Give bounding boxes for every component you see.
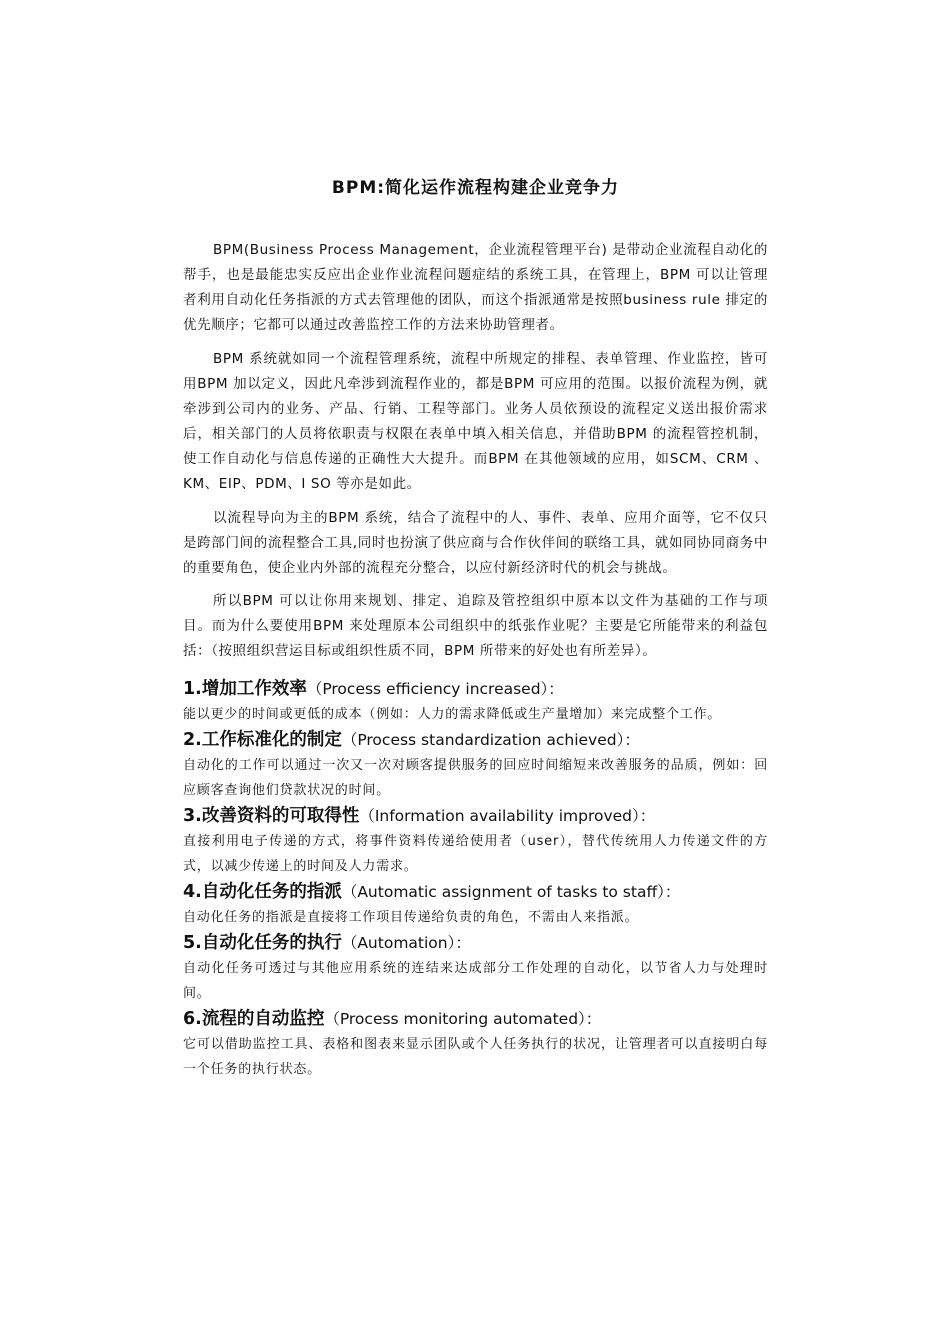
benefits-list [183,676,768,1082]
benefit-heading [183,1006,768,1032]
benefit-number: 1. [183,679,202,699]
process-oriented-paragraph: 以流程导向为主的BPM 系统，结合了流程中的人、事件、表单、应用介面等，它不仅只是跨部门间的流程整合工具,同时也扮演了供应商与合作伙伴间的联络工具，就如同协同商务中的重要角色，使企业内外部的流程充分整合，以应付新经济时代的机会与挑战。 [183,510,768,576]
benefit-english: （Automation）： [341,934,471,952]
system-paragraph: BPM 系统就如同一个流程管理系统，流程中所规定的排程、表单管理、作业监控，皆可用BPM 加以定义，因此凡牵涉到流程作业的，都是BPM 可应用的范围。以报价流程为例，就牵涉到公司内的业务、产品、行销、工程等部门。业务人员依预设的流程定义送出报价需求后，相关部门的人员将依职责与权限在表单中填入相关信息，并借助BPM 的流程管控机制，使工作自动化与信息传递的正确性大大提升。而BPM 在其他领域的应用，如SCM、CRM 、KM、EIP、PDM、I SO 等亦是如此。 [183,351,768,492]
benefit-number: 6. [183,1009,202,1029]
benefit-item [183,1006,768,1082]
benefits-intro-paragraph: 所以BPM 可以让你用来规划、排定、追踪及管控组织中原本以文件为基础的工作与项目。而为什么要使用BPM 来处理原本公司组织中的纸张作业呢？主要是它所能带来的利益包括：（按照组织营运目标或组织性质不同，BPM 所带来的好处也有所差异）。 [183,593,768,659]
benefit-english: （Process standardization achieved）： [341,731,640,749]
benefit-english: （Process efficiency increased）： [306,680,564,698]
benefit-title: 流程的自动监控 [201,1009,325,1029]
benefit-heading [183,727,768,753]
document-body [183,176,768,1082]
benefit-english: （Automatic assignment of tasks to staff）： [341,883,681,901]
benefit-description: 自动化任务可透过与其他应用系统的连结来达成部分工作处理的自动化，以节省人力与处理时间。 [183,961,768,1001]
benefit-description: 它可以借助监控工具、表格和图表来显示团队或个人任务执行的状况，让管理者可以直接明白每一个任务的执行状态。 [183,1037,768,1077]
benefit-item [183,676,768,727]
benefit-title: 自动化任务的指派 [201,882,342,902]
benefit-item [183,803,768,879]
intro-paragraph: BPM(Business Process Management，企业流程管理平台) 是带动企业流程自动化的帮手，也是最能忠实反应出企业作业流程问题症结的系统工具，在管理上，BPM 可以让管理者利用自动化任务指派的方式去管理他的团队，而这个指派通常是按照business rule 排定的优先顺序；它都可以通过改善监控工作的方法来协助管理者。 [183,242,768,333]
benefit-number: 2. [183,730,202,750]
benefit-heading [183,803,768,829]
benefit-heading [183,879,768,905]
benefit-heading [183,676,768,702]
benefit-item [183,930,768,1006]
benefit-description: 自动化的工作可以通过一次又一次对顾客提供服务的回应时间缩短来改善服务的品质，例如：回应顾客查询他们贷款状况的时间。 [183,758,768,798]
benefit-item [183,879,768,930]
benefit-description: 直接利用电子传递的方式，将事件资料传递给使用者（user），替代传统用人力传递文件的方式，以减少传递上的时间及人力需求。 [183,834,768,874]
benefit-number: 4. [183,882,202,902]
document-title: BPM:简化运作流程构建企业竞争力 [331,178,620,198]
benefit-title: 自动化任务的执行 [201,933,342,953]
benefit-english: （Information availability improved）： [359,807,656,825]
benefit-description: 能以更少的时间或更低的成本（例如：人力的需求降低或生产量增加）来完成整个工作。 [183,707,722,722]
benefit-item [183,727,768,803]
benefit-english: （Process monitoring automated）： [324,1010,602,1028]
benefit-description: 自动化任务的指派是直接将工作项目传递给负责的角色，不需由人来指派。 [183,910,639,925]
benefit-title: 增加工作效率 [201,679,307,699]
benefit-title: 工作标准化的制定 [201,730,342,750]
benefit-title: 改善资料的可取得性 [201,806,360,826]
benefit-number: 3. [183,806,202,826]
benefit-number: 5. [183,933,202,953]
benefit-heading [183,930,768,956]
